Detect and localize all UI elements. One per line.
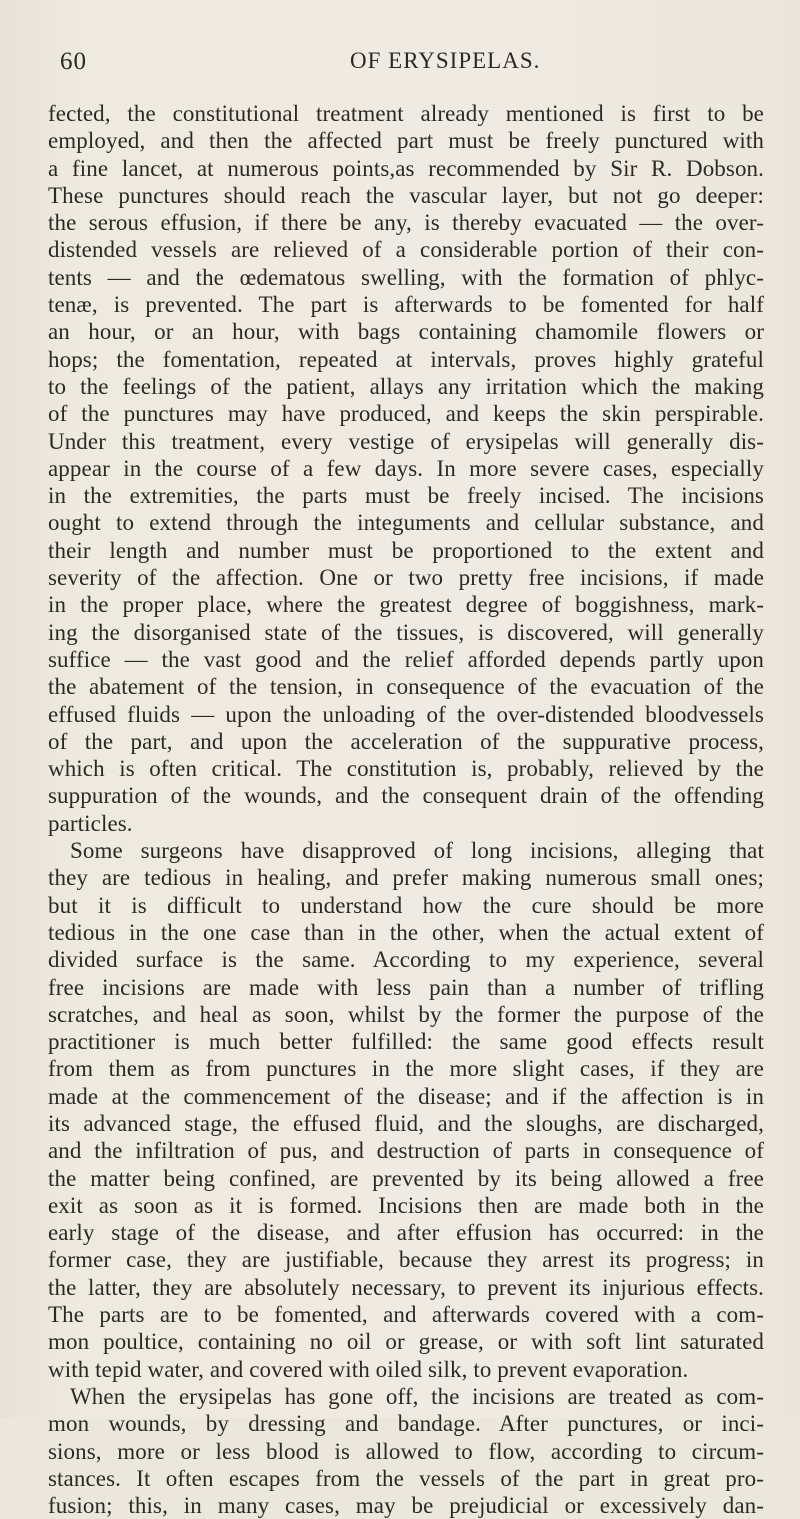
paragraph-start-line: When the erysipelas has gone off, the incisions are treated as com- xyxy=(70,1383,764,1409)
text-line: from them as from punctures in the more slight cases, if they are xyxy=(48,1056,764,1082)
text-line: its advanced stage, the effused fluid, and the sloughs, are discharged, xyxy=(48,1110,764,1136)
text-line: made at the commencement of the disease; and if the affection is in xyxy=(48,1083,764,1109)
text-line: fusion; this, in many cases, may be prejudicial or excessively dan- xyxy=(48,1493,764,1519)
text-line: and the infiltration of pus, and destruction of parts in consequence of xyxy=(48,1138,764,1164)
text-line: former case, they are justifiable, because they arrest its progress; in xyxy=(48,1247,764,1273)
text-line: hops; the fomentation, repeated at intervals, proves highly grateful xyxy=(48,346,764,372)
body-text xyxy=(48,100,764,1519)
text-line: tenæ, is prevented. The part is afterwards to be fomented for half xyxy=(48,292,764,318)
paragraph-end-line: with tepid water, and covered with oiled silk, to prevent evaporation. xyxy=(48,1356,689,1382)
text-line: they are tedious in healing, and prefer making numerous small ones; xyxy=(48,865,764,891)
text-line: a fine lancet, at numerous points,as recommended by Sir R. Dobson. xyxy=(48,155,764,181)
text-line: sions, more or less blood is allowed to flow, according to circum- xyxy=(48,1438,764,1464)
text-line: employed, and then the affected part must be freely punctured with xyxy=(48,128,764,154)
text-line: ing the disorganised state of the tissues, is discovered, will generally xyxy=(48,619,764,645)
paragraph-start-line: Some surgeons have disapproved of long incisions, alleging that xyxy=(70,838,764,864)
text-line: tedious in the one case than in the other, when the actual extent of xyxy=(48,919,764,945)
text-line: early stage of the disease, and after effusion has occurred: in the xyxy=(48,1220,764,1246)
text-line: suppuration of the wounds, and the consequent drain of the offending xyxy=(48,783,764,809)
text-line: stances. It often escapes from the vessels of the part in great pro- xyxy=(48,1465,764,1491)
text-line: distended vessels are relieved of a considerable portion of their con- xyxy=(48,237,764,263)
text-line: mon wounds, by dressing and bandage. After punctures, or inci- xyxy=(48,1411,764,1437)
text-line: the matter being confined, are prevented by its being allowed a free xyxy=(48,1165,764,1191)
text-line: practitioner is much better fulfilled: the same good effects result xyxy=(48,1029,764,1055)
page-number: 60 xyxy=(60,48,87,75)
text-line: exit as soon as it is formed. Incisions then are made both in the xyxy=(48,1192,764,1218)
text-line: in the extremities, the parts must be freely incised. The incisions xyxy=(48,483,764,509)
text-line: in the proper place, where the greatest degree of boggishness, mark- xyxy=(48,592,764,618)
text-line: Under this treatment, every vestige of erysipelas will generally dis- xyxy=(48,428,764,454)
text-line: severity of the affection. One or two pretty free incisions, if made xyxy=(48,565,764,591)
running-head: OF ERYSIPELAS. xyxy=(350,48,541,73)
text-line: scratches, and heal as soon, whilst by the former the purpose of the xyxy=(48,1001,764,1027)
text-line: which is often critical. The constitution is, probably, relieved by the xyxy=(48,756,764,782)
text-line: These punctures should reach the vascular layer, but not go deeper: xyxy=(48,182,764,208)
text-line: their length and number must be proportioned to the extent and xyxy=(48,537,764,563)
text-line: fected, the constitutional treatment already mentioned is first to be xyxy=(48,101,764,126)
text-line: free incisions are made with less pain than a number of trifling xyxy=(48,974,764,1000)
text-line: ought to extend through the integuments and cellular substance, and xyxy=(48,510,764,536)
paragraph-end-line: particles. xyxy=(48,810,133,836)
text-line: mon poultice, containing no oil or grease, or with soft lint saturated xyxy=(48,1329,764,1355)
text-line: of the part, and upon the acceleration of the suppurative process, xyxy=(48,728,764,754)
text-line: the latter, they are absolutely necessary, to prevent its injurious effects. xyxy=(48,1274,764,1300)
text-line: suffice — the vast good and the relief afforded depends partly upon xyxy=(48,646,764,672)
text-line: the serous effusion, if there be any, is thereby evacuated — the over- xyxy=(48,210,764,236)
text-line: an hour, or an hour, with bags containing chamomile flowers or xyxy=(48,319,764,345)
text-line: The parts are to be fomented, and afterwards covered with a com- xyxy=(48,1302,764,1328)
text-line: effused fluids — upon the unloading of the over-distended bloodvessels xyxy=(48,701,764,727)
text-line: the abatement of the tension, in consequence of the evacuation of the xyxy=(48,674,764,700)
text-line: but it is difficult to understand how the cure should be more xyxy=(48,892,764,918)
text-line: appear in the course of a few days. In more severe cases, especially xyxy=(48,455,764,481)
text-line: divided surface is the same. According to my experience, several xyxy=(48,947,764,973)
text-line: tents — and the œdematous swelling, with the formation of phlyc- xyxy=(48,264,764,290)
text-line: of the punctures may have produced, and keeps the skin perspirable. xyxy=(48,401,764,427)
text-line: to the feelings of the patient, allays any irritation which the making xyxy=(48,373,764,399)
page-header xyxy=(60,48,760,82)
